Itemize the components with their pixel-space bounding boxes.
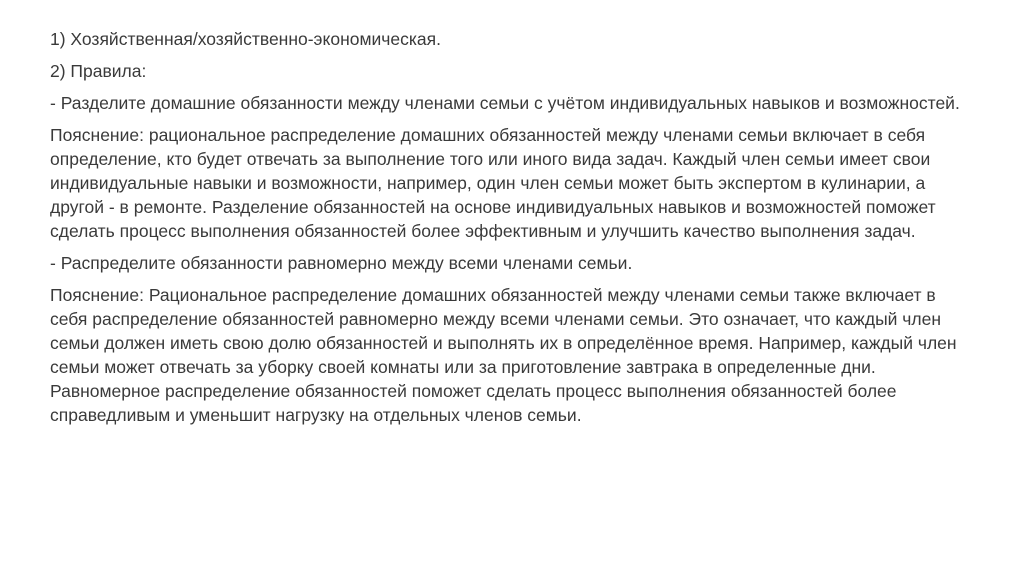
rule-1: - Разделите домашние обязанности между членами семьи с учётом индивидуальных навыков и возможностей. — [50, 93, 960, 113]
explanation-1: Пояснение: рациональное распределение домашних обязанностей между членами семьи включает в себя определение, кто будет отвечать за выполнение того или иного вида задач. Каждый член семьи имеет свои индивидуальные навыки и возможности, например, один член семьи может быть экспертом в кулинарии, а другой - в ремонте. Разделение обязанностей на основе индивидуальных навыков и возможностей поможет сделать процесс выполнения обязанностей более эффективным и улучшить качество выполнения задач. — [50, 125, 936, 241]
explanation-2: Пояснение: Рациональное распределение домашних обязанностей между членами семьи также включает в себя распределение обязанностей равномерно между всеми членами семьи. Это означает, что каждый член семьи должен иметь свою долю обязанностей и выполнять их в определённое время. Например, каждый член семьи может отвечать за уборку своей комнаты или за приготовление завтрака в определенные дни. Равномерное распределение обязанностей поможет сделать процесс выполнения обязанностей более справедливым и уменьшит нагрузку на отдельных членов семьи. — [50, 285, 957, 425]
heading-item-1: 1) Хозяйственная/хозяйственно-экономическая. — [50, 29, 441, 49]
rule-2: - Распределите обязанности равномерно между всеми членами семьи. — [50, 253, 633, 273]
slide-text-body — [50, 27, 970, 435]
heading-item-2: 2) Правила: — [50, 61, 147, 81]
